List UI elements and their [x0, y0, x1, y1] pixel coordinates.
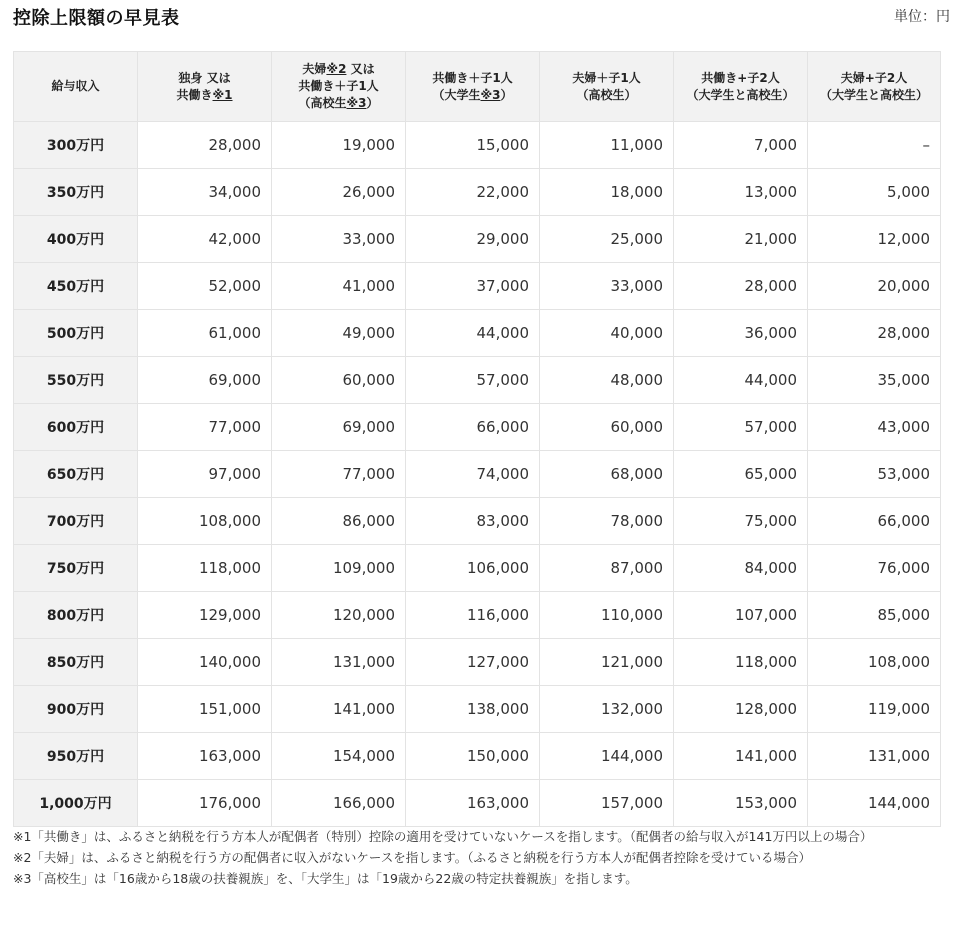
table-cell-amount: 132,000 — [540, 686, 674, 733]
table-cell-amount: 36,000 — [674, 310, 808, 357]
column-header-text: ） — [500, 87, 513, 102]
column-header-text: 共働き+子2人 — [701, 70, 780, 85]
column-header-line — [678, 87, 803, 104]
table-cell-amount: 78,000 — [540, 498, 674, 545]
table-row — [14, 780, 941, 827]
column-header-line — [276, 78, 401, 95]
table-cell-amount: 131,000 — [808, 733, 941, 780]
table-cell-amount: 163,000 — [406, 780, 540, 827]
table-cell-amount: 40,000 — [540, 310, 674, 357]
table-cell-amount: 12,000 — [808, 216, 941, 263]
table-cell-amount: 83,000 — [406, 498, 540, 545]
table-cell-amount: 52,000 — [138, 263, 272, 310]
table-cell-amount: 61,000 — [138, 310, 272, 357]
table-cell-amount: 118,000 — [138, 545, 272, 592]
table-cell-amount: 37,000 — [406, 263, 540, 310]
table-body — [14, 122, 941, 827]
row-header-income: 850万円 — [14, 639, 138, 686]
table-cell-amount: 108,000 — [808, 639, 941, 686]
footnote-3: ※3「高校生」は「16歳から18歳の扶養親族」を、「大学生」は「19歳から22歳の特定扶養親族」を指します。 — [13, 871, 638, 886]
row-header-income: 400万円 — [14, 216, 138, 263]
table-cell-amount: 21,000 — [674, 216, 808, 263]
column-header-3 — [406, 52, 540, 122]
table-cell-amount: 34,000 — [138, 169, 272, 216]
footnote-1: ※1「共働き」は、ふるさと納税を行う方本人が配偶者（特別）控除の適用を受けていないケースを指します。（配偶者の給与収入が141万円以上の場合） — [13, 829, 873, 844]
table-cell-amount: 86,000 — [272, 498, 406, 545]
table-cell-amount: 75,000 — [674, 498, 808, 545]
table-row — [14, 310, 941, 357]
table-cell-amount: 127,000 — [406, 639, 540, 686]
column-header-line — [544, 70, 669, 87]
table-cell-amount: 119,000 — [808, 686, 941, 733]
table-cell-amount: 5,000 — [808, 169, 941, 216]
row-header-income: 750万円 — [14, 545, 138, 592]
row-header-income: 300万円 — [14, 122, 138, 169]
table-cell-amount: 57,000 — [674, 404, 808, 451]
table-cell-amount: 106,000 — [406, 545, 540, 592]
column-header-text: 共働き＋子1人 — [298, 79, 379, 93]
column-header-1 — [138, 52, 272, 122]
table-cell-amount: 66,000 — [406, 404, 540, 451]
table-cell-amount: 29,000 — [406, 216, 540, 263]
table-cell-amount: 131,000 — [272, 639, 406, 686]
table-cell-amount: 44,000 — [406, 310, 540, 357]
table-cell-amount: 60,000 — [540, 404, 674, 451]
table-cell-amount: 116,000 — [406, 592, 540, 639]
table-cell-amount: 41,000 — [272, 263, 406, 310]
row-header-income: 700万円 — [14, 498, 138, 545]
column-header-line — [678, 70, 803, 87]
column-header-line — [276, 95, 401, 112]
table-cell-amount: 76,000 — [808, 545, 941, 592]
column-header-text: 又は — [346, 62, 375, 76]
table-cell-amount: 69,000 — [138, 357, 272, 404]
table-cell-amount: 121,000 — [540, 639, 674, 686]
table-cell-amount: 13,000 — [674, 169, 808, 216]
table-cell-amount: 84,000 — [674, 545, 808, 592]
column-header-text: （大学生と高校生） — [686, 87, 795, 102]
table-cell-amount: 65,000 — [674, 451, 808, 498]
unit-label: 単位：円 — [894, 9, 950, 25]
table-header-row — [14, 52, 941, 122]
row-header-income: 800万円 — [14, 592, 138, 639]
page-title: 控除上限額の早見表 — [13, 8, 180, 29]
table-cell-amount: 97,000 — [138, 451, 272, 498]
footnote-ref-link[interactable]: ※2 — [326, 62, 347, 76]
table-cell-amount: 129,000 — [138, 592, 272, 639]
table-cell-amount: 138,000 — [406, 686, 540, 733]
table-cell-amount: 87,000 — [540, 545, 674, 592]
column-header-text: （大学生 — [432, 87, 481, 102]
table-cell-amount: 28,000 — [808, 310, 941, 357]
column-header-text: 夫婦＋子1人 — [572, 70, 641, 85]
table-row — [14, 357, 941, 404]
table-cell-amount: 44,000 — [674, 357, 808, 404]
table-cell-amount: 22,000 — [406, 169, 540, 216]
column-header-line — [544, 87, 669, 104]
table-cell-amount: 144,000 — [808, 780, 941, 827]
column-header-text: （高校生 — [298, 96, 347, 110]
row-header-income: 900万円 — [14, 686, 138, 733]
table-cell-amount: 77,000 — [272, 451, 406, 498]
column-header-text: （高校生） — [576, 87, 637, 102]
table-cell-amount: 109,000 — [272, 545, 406, 592]
column-header-text: 独身 又は — [178, 70, 231, 85]
column-header-income: 給与収入 — [14, 52, 138, 122]
table-row — [14, 122, 941, 169]
table-cell-amount: 15,000 — [406, 122, 540, 169]
column-header-6 — [808, 52, 941, 122]
table-cell-amount: 48,000 — [540, 357, 674, 404]
column-header-text: （大学生と高校生） — [819, 87, 928, 102]
column-header-line — [276, 61, 401, 78]
table-cell-amount: 128,000 — [674, 686, 808, 733]
table-row — [14, 498, 941, 545]
table-cell-amount: 28,000 — [138, 122, 272, 169]
table-row — [14, 451, 941, 498]
table-cell-amount: 166,000 — [272, 780, 406, 827]
table-cell-amount: 118,000 — [674, 639, 808, 686]
table-row — [14, 404, 941, 451]
table-row — [14, 639, 941, 686]
column-header-line — [812, 87, 936, 104]
table-cell-amount: 153,000 — [674, 780, 808, 827]
table-cell-amount: 163,000 — [138, 733, 272, 780]
table-cell-amount: 57,000 — [406, 357, 540, 404]
footnote-2: ※2「夫婦」は、ふるさと納税を行う方の配偶者に収入がないケースを指します。（ふるさと納税を行う方本人が配偶者控除を受けている場合） — [13, 850, 812, 865]
table-row — [14, 686, 941, 733]
column-header-text: 夫婦 — [302, 62, 327, 76]
table-cell-amount: 35,000 — [808, 357, 941, 404]
table-cell-amount: 107,000 — [674, 592, 808, 639]
table-row — [14, 263, 941, 310]
table-cell-amount: 60,000 — [272, 357, 406, 404]
footnote-ref-link[interactable]: ※3 — [480, 87, 501, 102]
table-row — [14, 169, 941, 216]
row-header-income: 450万円 — [14, 263, 138, 310]
table-cell-amount: 49,000 — [272, 310, 406, 357]
table-cell-amount: 19,000 — [272, 122, 406, 169]
table-cell-amount: 53,000 — [808, 451, 941, 498]
column-header-5 — [674, 52, 808, 122]
footnote-ref-link[interactable]: ※1 — [212, 87, 233, 102]
table-cell-amount: 69,000 — [272, 404, 406, 451]
column-header-text: 夫婦+子2人 — [840, 70, 908, 85]
table-cell-amount: 68,000 — [540, 451, 674, 498]
table-cell-amount: 140,000 — [138, 639, 272, 686]
column-header-4 — [540, 52, 674, 122]
footnotes — [13, 826, 943, 889]
table-cell-amount: 66,000 — [808, 498, 941, 545]
table-cell-amount: 77,000 — [138, 404, 272, 451]
table-cell-amount: 108,000 — [138, 498, 272, 545]
table-cell-amount: 85,000 — [808, 592, 941, 639]
table-cell-amount: 25,000 — [540, 216, 674, 263]
table-cell-amount: 7,000 — [674, 122, 808, 169]
table-cell-amount: – — [808, 122, 941, 169]
table-row — [14, 216, 941, 263]
table-cell-amount: 74,000 — [406, 451, 540, 498]
table-cell-amount: 20,000 — [808, 263, 941, 310]
footnote-ref-link[interactable]: ※3 — [346, 96, 367, 110]
column-header-2 — [272, 52, 406, 122]
column-header-line — [812, 70, 936, 87]
table-cell-amount: 42,000 — [138, 216, 272, 263]
table-row — [14, 733, 941, 780]
table-cell-amount: 141,000 — [674, 733, 808, 780]
table-cell-amount: 26,000 — [272, 169, 406, 216]
table-cell-amount: 151,000 — [138, 686, 272, 733]
column-header-text: 共働き＋子1人 — [432, 70, 513, 85]
table-cell-amount: 43,000 — [808, 404, 941, 451]
table-cell-amount: 141,000 — [272, 686, 406, 733]
table-cell-amount: 150,000 — [406, 733, 540, 780]
column-header-line — [410, 70, 535, 87]
table-cell-amount: 157,000 — [540, 780, 674, 827]
table-cell-amount: 28,000 — [674, 263, 808, 310]
table-cell-amount: 176,000 — [138, 780, 272, 827]
row-header-income: 650万円 — [14, 451, 138, 498]
table-cell-amount: 110,000 — [540, 592, 674, 639]
deduction-limit-table — [13, 51, 941, 827]
column-header-line — [410, 87, 535, 104]
column-header-line — [142, 70, 267, 87]
table-cell-amount: 120,000 — [272, 592, 406, 639]
row-header-income: 1,000万円 — [14, 780, 138, 827]
row-header-income: 950万円 — [14, 733, 138, 780]
column-header-text: ） — [366, 96, 379, 110]
table-cell-amount: 18,000 — [540, 169, 674, 216]
table-row — [14, 592, 941, 639]
table-cell-amount: 154,000 — [272, 733, 406, 780]
column-header-line — [142, 87, 267, 104]
row-header-income: 350万円 — [14, 169, 138, 216]
table-cell-amount: 11,000 — [540, 122, 674, 169]
row-header-income: 550万円 — [14, 357, 138, 404]
table-cell-amount: 33,000 — [272, 216, 406, 263]
table-row — [14, 545, 941, 592]
column-header-text: 共働き — [176, 87, 213, 102]
table-cell-amount: 144,000 — [540, 733, 674, 780]
row-header-income: 500万円 — [14, 310, 138, 357]
row-header-income: 600万円 — [14, 404, 138, 451]
table-cell-amount: 33,000 — [540, 263, 674, 310]
